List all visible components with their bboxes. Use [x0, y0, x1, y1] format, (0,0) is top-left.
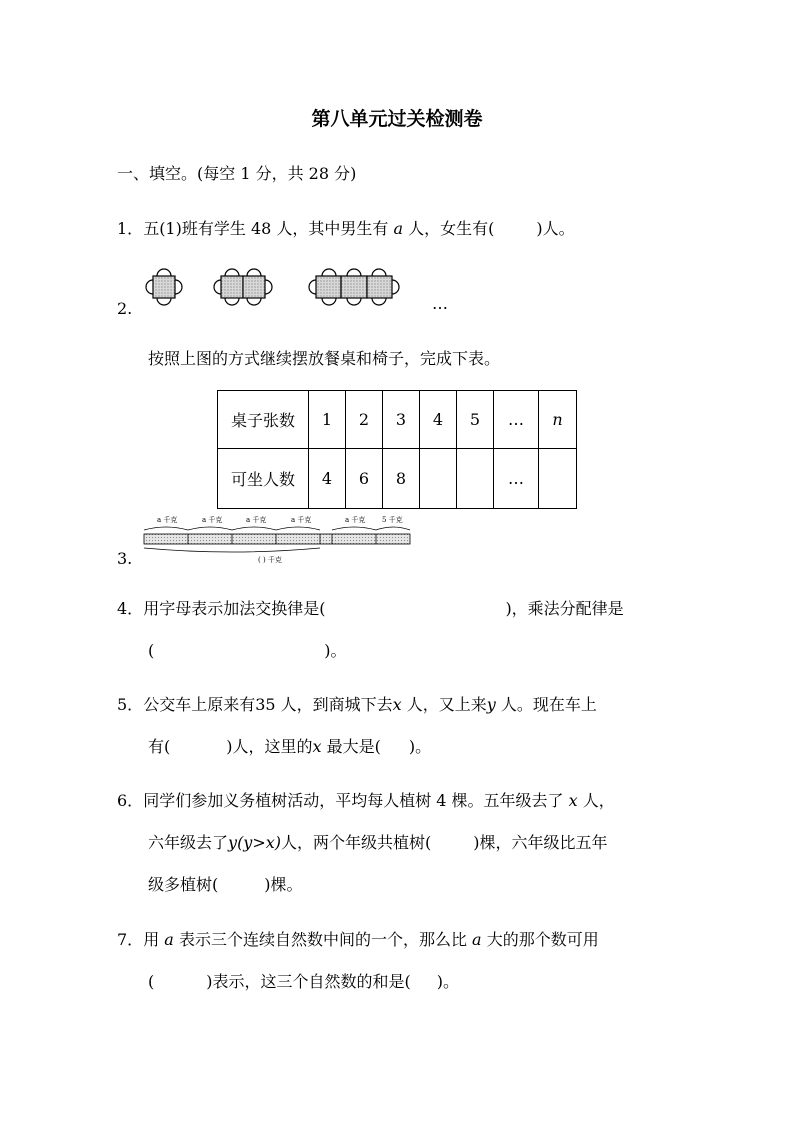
q7-number: 7． [117, 930, 144, 949]
q2-ellipsis: … [432, 294, 448, 313]
q7-var-a: a [164, 930, 174, 949]
q1-number: 1． [117, 219, 144, 238]
table-cell: 2 [346, 391, 383, 449]
question-6-line3 [148, 874, 303, 896]
bar-label-1: a 千克 [157, 516, 178, 524]
q6-text-f: 级多植树( [148, 875, 219, 894]
question-7 [117, 929, 599, 951]
bar-label-2: a 千克 [202, 516, 223, 524]
question-5 [117, 694, 597, 716]
q6-text-e: )棵，六年级比五年 [473, 833, 608, 852]
bar-label-bottom: ( ) 千克 [258, 556, 282, 564]
q4-text: 用字母表示加法交换律是( [143, 599, 326, 618]
page-title: 第八单元过关检测卷 [311, 108, 483, 130]
q5-var-y: y [486, 695, 496, 714]
question-4-line2 [148, 640, 347, 662]
q5-text: 公交车上原来有35 人，到商城下去 [143, 695, 393, 714]
q4-text-b: )，乘法分配律是 [505, 599, 624, 618]
q5-var-x: x [392, 695, 402, 714]
q1-variable: a [393, 219, 404, 238]
question-7-line2 [148, 971, 459, 993]
question-5-line2 [148, 736, 431, 758]
q6-var-y: y [228, 833, 238, 852]
table-row [218, 391, 577, 449]
q4-number: 4． [117, 599, 144, 618]
table-cell: 4 [309, 449, 346, 509]
q7-text-e: )。 [436, 972, 459, 991]
table-cell-blank[interactable] [420, 449, 457, 509]
table-cell: 5 [457, 391, 494, 449]
table-cell: 8 [383, 449, 420, 509]
row1-header: 桌子张数 [218, 391, 309, 449]
q7-var-a2: a [472, 930, 482, 949]
section-heading: 一、填空。(每空 1 分，共 28 分) [117, 164, 357, 183]
q5-text-e: )人，这里的 [226, 737, 313, 756]
table-cell: … [494, 449, 539, 509]
row2-header: 可坐人数 [218, 449, 309, 509]
table-cell: 1 [309, 391, 346, 449]
three-table-group [309, 269, 399, 305]
q6-text-g: )棵。 [264, 875, 303, 894]
question-6 [117, 790, 615, 812]
q5-var-x2: x [312, 737, 322, 756]
question-4 [117, 598, 624, 620]
bar-label-6: 5 千克 [382, 516, 403, 524]
q1-text: 五(1)班有学生 48 人，其中男生有 [143, 219, 389, 238]
bar-label-3: a 千克 [246, 516, 267, 524]
q5-text-g: )。 [408, 737, 432, 756]
q6-var-x: x [568, 791, 578, 810]
q2-instruction: 按照上图的方式继续摆放餐桌和椅子，完成下表。 [148, 349, 501, 368]
q6-text: 同学们参加义务植树活动，平均每人植树 4 棵。五年级去了 [143, 791, 564, 810]
q6-text-b: 人， [582, 791, 615, 810]
table-cell: 3 [383, 391, 420, 449]
table-row [218, 449, 577, 509]
q7-text-d: )表示，这三个自然数的和是( [206, 972, 411, 991]
q4-paren-close: )。 [324, 641, 347, 660]
q7-text-b: 表示三个连续自然数中间的一个，那么比 [178, 930, 467, 949]
q6-condition: (y>x) [237, 833, 282, 852]
q3-number: 3. [117, 549, 133, 568]
table-cell: 6 [346, 449, 383, 509]
q4-paren-open: ( [148, 641, 155, 660]
bar-label-4: a 千克 [291, 516, 312, 524]
q2-table [217, 390, 577, 509]
table-cell: 4 [420, 391, 457, 449]
table-cell: … [494, 391, 539, 449]
q1-text-c: )人。 [536, 219, 575, 238]
q5-text-d: 有( [148, 737, 171, 756]
table-cell-blank[interactable] [539, 449, 577, 509]
q7-paren-open: ( [148, 972, 155, 991]
table-cell-blank[interactable] [457, 449, 494, 509]
q6-text-d: 人，两个年级共植树( [281, 833, 432, 852]
q7-text: 用 [143, 930, 160, 949]
q6-number: 6． [117, 791, 144, 810]
weight-bar-diagram [142, 512, 414, 568]
q5-number: 5． [117, 695, 144, 714]
table-chair-diagram [140, 262, 460, 312]
question-6-line2 [148, 832, 608, 854]
bar-label-5: a 千克 [345, 516, 366, 524]
two-table-group [214, 269, 272, 305]
one-table-group [146, 269, 182, 305]
q6-text-c: 六年级去了 [148, 833, 229, 852]
q7-text-c: 大的那个数可用 [486, 930, 599, 949]
q1-text-b: 人，女生有( [408, 219, 495, 238]
table-cell: n [539, 391, 577, 449]
q2-number: 2. [117, 299, 133, 318]
q5-text-b: 人，又上来 [406, 695, 487, 714]
question-1 [117, 218, 575, 240]
q5-text-c: 人。现在车上 [500, 695, 597, 714]
q5-text-f: 最大是( [326, 737, 381, 756]
